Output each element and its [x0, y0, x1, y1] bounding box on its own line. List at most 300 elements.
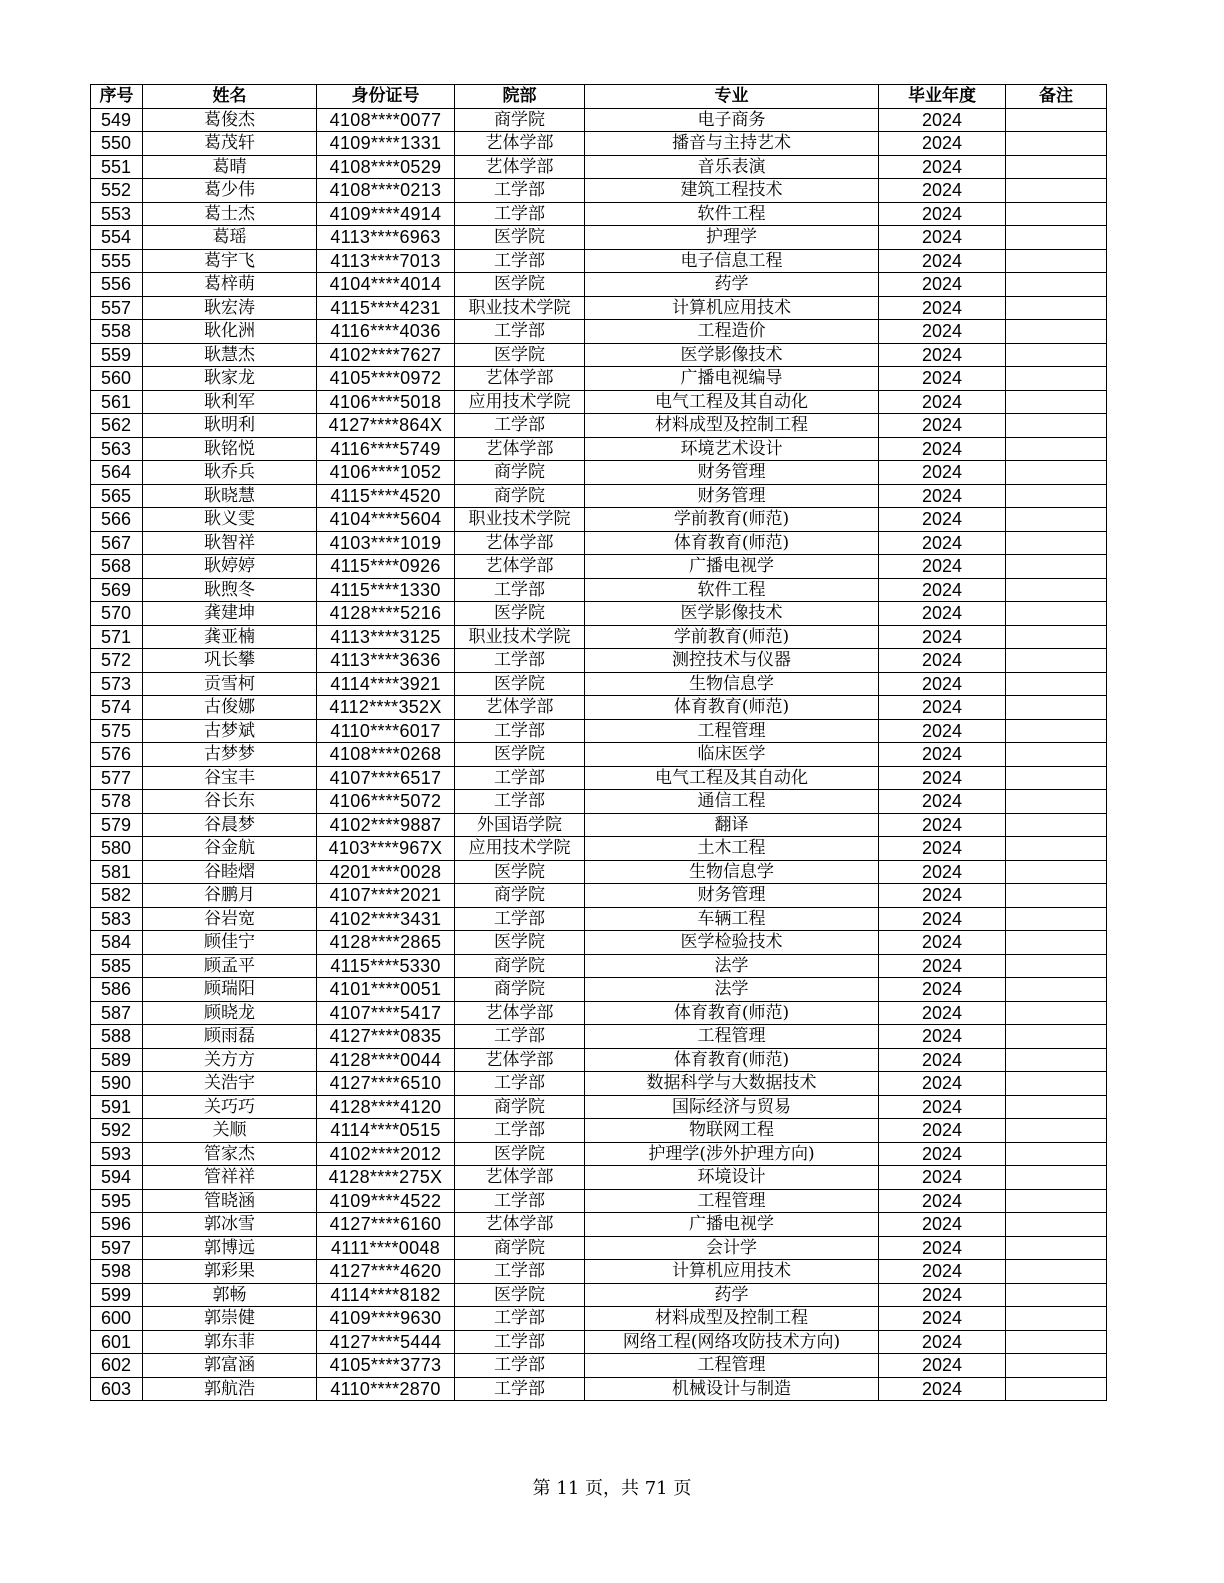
table-row [91, 813, 1107, 837]
cell-name: 耿化洲 [143, 320, 317, 344]
cell-id-number: 4112****352X [317, 696, 455, 720]
cell-major: 会计学 [585, 1236, 879, 1260]
cell-major: 护理学 [585, 226, 879, 250]
cell-department: 工学部 [455, 907, 585, 931]
cell-remarks [1006, 813, 1107, 837]
cell-major: 医学影像技术 [585, 602, 879, 626]
cell-name: 葛宇飞 [143, 249, 317, 273]
cell-remarks [1006, 649, 1107, 673]
cell-index: 582 [91, 884, 143, 908]
cell-graduation-year: 2024 [879, 978, 1006, 1002]
cell-major: 软件工程 [585, 578, 879, 602]
table-row [91, 132, 1107, 156]
cell-name: 葛俊杰 [143, 108, 317, 132]
table-row [91, 1260, 1107, 1284]
cell-name: 郭崇健 [143, 1307, 317, 1331]
cell-remarks [1006, 1048, 1107, 1072]
cell-graduation-year: 2024 [879, 766, 1006, 790]
table-row [91, 1142, 1107, 1166]
cell-graduation-year: 2024 [879, 696, 1006, 720]
cell-department: 艺体学部 [455, 555, 585, 579]
table-row [91, 954, 1107, 978]
cell-graduation-year: 2024 [879, 625, 1006, 649]
cell-id-number: 4127****4620 [317, 1260, 455, 1284]
cell-id-number: 4108****0077 [317, 108, 455, 132]
cell-graduation-year: 2024 [879, 1048, 1006, 1072]
cell-remarks [1006, 1236, 1107, 1260]
cell-id-number: 4116****5749 [317, 437, 455, 461]
cell-major: 财务管理 [585, 884, 879, 908]
table-row [91, 1236, 1107, 1260]
cell-name: 谷鹏月 [143, 884, 317, 908]
cell-graduation-year: 2024 [879, 578, 1006, 602]
cell-id-number: 4128****0044 [317, 1048, 455, 1072]
cell-department: 商学院 [455, 884, 585, 908]
cell-index: 565 [91, 484, 143, 508]
table-row [91, 1283, 1107, 1307]
table-row [91, 249, 1107, 273]
cell-department: 医学院 [455, 1283, 585, 1307]
cell-major: 数据科学与大数据技术 [585, 1072, 879, 1096]
cell-graduation-year: 2024 [879, 202, 1006, 226]
cell-major: 药学 [585, 273, 879, 297]
cell-name: 管晓涵 [143, 1189, 317, 1213]
cell-major: 工程造价 [585, 320, 879, 344]
cell-major: 生物信息学 [585, 672, 879, 696]
cell-index: 581 [91, 860, 143, 884]
table-row [91, 696, 1107, 720]
cell-id-number: 4128****2865 [317, 931, 455, 955]
cell-graduation-year: 2024 [879, 1189, 1006, 1213]
cell-department: 工学部 [455, 578, 585, 602]
cell-major: 音乐表演 [585, 155, 879, 179]
page-footer: 第 11 页，共 71 页 [532, 1478, 692, 1499]
cell-name: 关巧巧 [143, 1095, 317, 1119]
cell-remarks [1006, 1377, 1107, 1401]
cell-index: 602 [91, 1354, 143, 1378]
cell-remarks [1006, 1354, 1107, 1378]
cell-id-number: 4104****4014 [317, 273, 455, 297]
cell-department: 职业技术学院 [455, 625, 585, 649]
cell-remarks [1006, 743, 1107, 767]
cell-index: 559 [91, 343, 143, 367]
cell-name: 郭畅 [143, 1283, 317, 1307]
cell-id-number: 4110****6017 [317, 719, 455, 743]
cell-index: 603 [91, 1377, 143, 1401]
cell-department: 艺体学部 [455, 437, 585, 461]
cell-remarks [1006, 437, 1107, 461]
cell-index: 585 [91, 954, 143, 978]
cell-id-number: 4108****0213 [317, 179, 455, 203]
table-row [91, 555, 1107, 579]
cell-department: 工学部 [455, 1260, 585, 1284]
cell-index: 579 [91, 813, 143, 837]
table-row [91, 978, 1107, 1002]
cell-remarks [1006, 1283, 1107, 1307]
cell-name: 郭彩果 [143, 1260, 317, 1284]
cell-department: 商学院 [455, 1095, 585, 1119]
cell-remarks [1006, 249, 1107, 273]
cell-department: 工学部 [455, 1119, 585, 1143]
cell-major: 体育教育(师范) [585, 1048, 879, 1072]
cell-department: 工学部 [455, 790, 585, 814]
cell-department: 工学部 [455, 766, 585, 790]
cell-remarks [1006, 1213, 1107, 1237]
cell-index: 580 [91, 837, 143, 861]
table-row [91, 296, 1107, 320]
cell-major: 通信工程 [585, 790, 879, 814]
cell-graduation-year: 2024 [879, 790, 1006, 814]
cell-remarks [1006, 837, 1107, 861]
cell-graduation-year: 2024 [879, 1236, 1006, 1260]
cell-id-number: 4106****5018 [317, 390, 455, 414]
cell-index: 574 [91, 696, 143, 720]
cell-graduation-year: 2024 [879, 954, 1006, 978]
cell-major: 体育教育(师范) [585, 531, 879, 555]
cell-index: 549 [91, 108, 143, 132]
cell-department: 医学院 [455, 602, 585, 626]
cell-index: 567 [91, 531, 143, 555]
cell-major: 测控技术与仪器 [585, 649, 879, 673]
cell-major: 播音与主持艺术 [585, 132, 879, 156]
cell-name: 关顺 [143, 1119, 317, 1143]
cell-major: 体育教育(师范) [585, 1001, 879, 1025]
cell-id-number: 4113****6963 [317, 226, 455, 250]
cell-graduation-year: 2024 [879, 555, 1006, 579]
cell-major: 广播电视编导 [585, 367, 879, 391]
cell-name: 耿智祥 [143, 531, 317, 555]
cell-index: 598 [91, 1260, 143, 1284]
cell-id-number: 4105****3773 [317, 1354, 455, 1378]
column-header-id-number: 身份证号 [317, 85, 455, 109]
cell-major: 体育教育(师范) [585, 696, 879, 720]
table-row [91, 508, 1107, 532]
table-body [91, 108, 1107, 1401]
cell-graduation-year: 2024 [879, 437, 1006, 461]
cell-id-number: 4102****3431 [317, 907, 455, 931]
table-row [91, 1354, 1107, 1378]
cell-remarks [1006, 555, 1107, 579]
cell-remarks [1006, 625, 1107, 649]
cell-remarks [1006, 367, 1107, 391]
cell-index: 555 [91, 249, 143, 273]
cell-department: 工学部 [455, 719, 585, 743]
table-row [91, 649, 1107, 673]
cell-graduation-year: 2024 [879, 1213, 1006, 1237]
cell-remarks [1006, 860, 1107, 884]
cell-department: 工学部 [455, 1189, 585, 1213]
cell-graduation-year: 2024 [879, 226, 1006, 250]
cell-index: 554 [91, 226, 143, 250]
cell-graduation-year: 2024 [879, 931, 1006, 955]
cell-index: 557 [91, 296, 143, 320]
cell-index: 577 [91, 766, 143, 790]
cell-name: 葛士杰 [143, 202, 317, 226]
cell-major: 建筑工程技术 [585, 179, 879, 203]
cell-graduation-year: 2024 [879, 837, 1006, 861]
table-header [91, 85, 1107, 109]
cell-id-number: 4115****0926 [317, 555, 455, 579]
table-row [91, 1307, 1107, 1331]
cell-id-number: 4115****4520 [317, 484, 455, 508]
cell-remarks [1006, 1189, 1107, 1213]
cell-remarks [1006, 1025, 1107, 1049]
table-row [91, 1025, 1107, 1049]
cell-index: 560 [91, 367, 143, 391]
cell-graduation-year: 2024 [879, 1025, 1006, 1049]
cell-id-number: 4101****0051 [317, 978, 455, 1002]
cell-remarks [1006, 273, 1107, 297]
cell-department: 工学部 [455, 249, 585, 273]
cell-department: 艺体学部 [455, 132, 585, 156]
cell-id-number: 4115****5330 [317, 954, 455, 978]
cell-department: 商学院 [455, 954, 585, 978]
cell-name: 谷长东 [143, 790, 317, 814]
cell-graduation-year: 2024 [879, 273, 1006, 297]
cell-index: 601 [91, 1330, 143, 1354]
cell-major: 法学 [585, 954, 879, 978]
cell-id-number: 4108****0268 [317, 743, 455, 767]
cell-department: 职业技术学院 [455, 508, 585, 532]
cell-remarks [1006, 390, 1107, 414]
cell-name: 谷睦熠 [143, 860, 317, 884]
cell-graduation-year: 2024 [879, 414, 1006, 438]
cell-department: 商学院 [455, 461, 585, 485]
cell-remarks [1006, 931, 1107, 955]
table-row [91, 719, 1107, 743]
table-row [91, 108, 1107, 132]
cell-remarks [1006, 414, 1107, 438]
cell-index: 599 [91, 1283, 143, 1307]
table-row [91, 437, 1107, 461]
cell-graduation-year: 2024 [879, 484, 1006, 508]
cell-remarks [1006, 1001, 1107, 1025]
cell-remarks [1006, 696, 1107, 720]
cell-remarks [1006, 954, 1107, 978]
cell-name: 管家杰 [143, 1142, 317, 1166]
cell-remarks [1006, 1142, 1107, 1166]
cell-department: 医学院 [455, 343, 585, 367]
cell-id-number: 4113****3125 [317, 625, 455, 649]
cell-graduation-year: 2024 [879, 672, 1006, 696]
cell-graduation-year: 2024 [879, 367, 1006, 391]
cell-id-number: 4109****9630 [317, 1307, 455, 1331]
cell-index: 586 [91, 978, 143, 1002]
cell-index: 566 [91, 508, 143, 532]
cell-index: 589 [91, 1048, 143, 1072]
column-header-remarks: 备注 [1006, 85, 1107, 109]
cell-remarks [1006, 202, 1107, 226]
cell-department: 医学院 [455, 273, 585, 297]
cell-department: 艺体学部 [455, 1048, 585, 1072]
cell-index: 553 [91, 202, 143, 226]
cell-department: 工学部 [455, 320, 585, 344]
table-row [91, 837, 1107, 861]
cell-name: 古梦梦 [143, 743, 317, 767]
cell-remarks [1006, 108, 1107, 132]
cell-id-number: 4107****2021 [317, 884, 455, 908]
cell-index: 584 [91, 931, 143, 955]
cell-major: 广播电视学 [585, 555, 879, 579]
cell-graduation-year: 2024 [879, 390, 1006, 414]
cell-name: 顾晓龙 [143, 1001, 317, 1025]
cell-index: 587 [91, 1001, 143, 1025]
cell-graduation-year: 2024 [879, 860, 1006, 884]
cell-name: 郭东菲 [143, 1330, 317, 1354]
cell-name: 贡雪柯 [143, 672, 317, 696]
cell-major: 医学检验技术 [585, 931, 879, 955]
cell-name: 顾瑞阳 [143, 978, 317, 1002]
cell-department: 医学院 [455, 1142, 585, 1166]
cell-department: 外国语学院 [455, 813, 585, 837]
cell-major: 电子信息工程 [585, 249, 879, 273]
cell-index: 556 [91, 273, 143, 297]
cell-name: 耿家龙 [143, 367, 317, 391]
cell-major: 广播电视学 [585, 1213, 879, 1237]
cell-department: 工学部 [455, 1072, 585, 1096]
cell-graduation-year: 2024 [879, 743, 1006, 767]
cell-name: 葛梓萌 [143, 273, 317, 297]
cell-index: 561 [91, 390, 143, 414]
table-row [91, 179, 1107, 203]
cell-id-number: 4103****967X [317, 837, 455, 861]
cell-major: 法学 [585, 978, 879, 1002]
column-header-major: 专业 [585, 85, 879, 109]
cell-major: 学前教育(师范) [585, 508, 879, 532]
cell-name: 顾佳宁 [143, 931, 317, 955]
cell-name: 葛瑶 [143, 226, 317, 250]
cell-index: 558 [91, 320, 143, 344]
table-row [91, 320, 1107, 344]
cell-name: 耿慧杰 [143, 343, 317, 367]
cell-id-number: 4109****4914 [317, 202, 455, 226]
cell-id-number: 4128****275X [317, 1166, 455, 1190]
cell-department: 工学部 [455, 202, 585, 226]
cell-department: 商学院 [455, 108, 585, 132]
table-row [91, 602, 1107, 626]
cell-department: 工学部 [455, 1377, 585, 1401]
cell-department: 艺体学部 [455, 531, 585, 555]
cell-department: 工学部 [455, 1354, 585, 1378]
column-header-department: 院部 [455, 85, 585, 109]
cell-name: 谷金航 [143, 837, 317, 861]
cell-index: 569 [91, 578, 143, 602]
cell-major: 翻译 [585, 813, 879, 837]
table-row [91, 860, 1107, 884]
cell-id-number: 4103****1019 [317, 531, 455, 555]
table-row [91, 414, 1107, 438]
table-row [91, 790, 1107, 814]
table-row [91, 202, 1107, 226]
cell-id-number: 4104****5604 [317, 508, 455, 532]
cell-index: 570 [91, 602, 143, 626]
cell-major: 医学影像技术 [585, 343, 879, 367]
table-row [91, 1001, 1107, 1025]
cell-department: 艺体学部 [455, 155, 585, 179]
table-row [91, 625, 1107, 649]
cell-id-number: 4102****7627 [317, 343, 455, 367]
cell-index: 550 [91, 132, 143, 156]
cell-id-number: 4114****8182 [317, 1283, 455, 1307]
cell-major: 环境设计 [585, 1166, 879, 1190]
cell-name: 顾孟平 [143, 954, 317, 978]
cell-name: 耿乔兵 [143, 461, 317, 485]
column-header-index: 序号 [91, 85, 143, 109]
cell-department: 工学部 [455, 414, 585, 438]
cell-index: 578 [91, 790, 143, 814]
cell-remarks [1006, 790, 1107, 814]
cell-graduation-year: 2024 [879, 343, 1006, 367]
cell-department: 应用技术学院 [455, 837, 585, 861]
cell-id-number: 4115****4231 [317, 296, 455, 320]
cell-graduation-year: 2024 [879, 155, 1006, 179]
cell-id-number: 4127****6510 [317, 1072, 455, 1096]
cell-id-number: 4113****7013 [317, 249, 455, 273]
cell-major: 材料成型及控制工程 [585, 1307, 879, 1331]
cell-name: 耿晓慧 [143, 484, 317, 508]
table-row [91, 531, 1107, 555]
cell-remarks [1006, 343, 1107, 367]
cell-name: 葛少伟 [143, 179, 317, 203]
cell-major: 土木工程 [585, 837, 879, 861]
cell-major: 临床医学 [585, 743, 879, 767]
cell-name: 葛茂轩 [143, 132, 317, 156]
cell-remarks [1006, 672, 1107, 696]
cell-remarks [1006, 1095, 1107, 1119]
cell-major: 车辆工程 [585, 907, 879, 931]
cell-remarks [1006, 1166, 1107, 1190]
cell-department: 艺体学部 [455, 696, 585, 720]
cell-remarks [1006, 1072, 1107, 1096]
cell-id-number: 4201****0028 [317, 860, 455, 884]
column-header-graduation-year: 毕业年度 [879, 85, 1006, 109]
cell-id-number: 4116****4036 [317, 320, 455, 344]
table-row [91, 390, 1107, 414]
column-header-name: 姓名 [143, 85, 317, 109]
cell-index: 583 [91, 907, 143, 931]
cell-department: 工学部 [455, 1307, 585, 1331]
cell-remarks [1006, 884, 1107, 908]
cell-major: 学前教育(师范) [585, 625, 879, 649]
table-row [91, 907, 1107, 931]
cell-graduation-year: 2024 [879, 1166, 1006, 1190]
cell-index: 575 [91, 719, 143, 743]
cell-index: 600 [91, 1307, 143, 1331]
cell-name: 巩长攀 [143, 649, 317, 673]
cell-graduation-year: 2024 [879, 813, 1006, 837]
cell-id-number: 4127****5444 [317, 1330, 455, 1354]
cell-remarks [1006, 1330, 1107, 1354]
cell-name: 耿铭悦 [143, 437, 317, 461]
cell-remarks [1006, 461, 1107, 485]
cell-remarks [1006, 1307, 1107, 1331]
cell-name: 管祥祥 [143, 1166, 317, 1190]
cell-name: 耿明利 [143, 414, 317, 438]
cell-name: 谷岩宽 [143, 907, 317, 931]
cell-graduation-year: 2024 [879, 179, 1006, 203]
cell-name: 关方方 [143, 1048, 317, 1072]
cell-id-number: 4128****4120 [317, 1095, 455, 1119]
cell-name: 郭航浩 [143, 1377, 317, 1401]
cell-graduation-year: 2024 [879, 1283, 1006, 1307]
table-row [91, 1095, 1107, 1119]
cell-name: 古俊娜 [143, 696, 317, 720]
cell-id-number: 4128****5216 [317, 602, 455, 626]
cell-graduation-year: 2024 [879, 249, 1006, 273]
cell-id-number: 4109****4522 [317, 1189, 455, 1213]
cell-name: 龚亚楠 [143, 625, 317, 649]
cell-id-number: 4114****3921 [317, 672, 455, 696]
